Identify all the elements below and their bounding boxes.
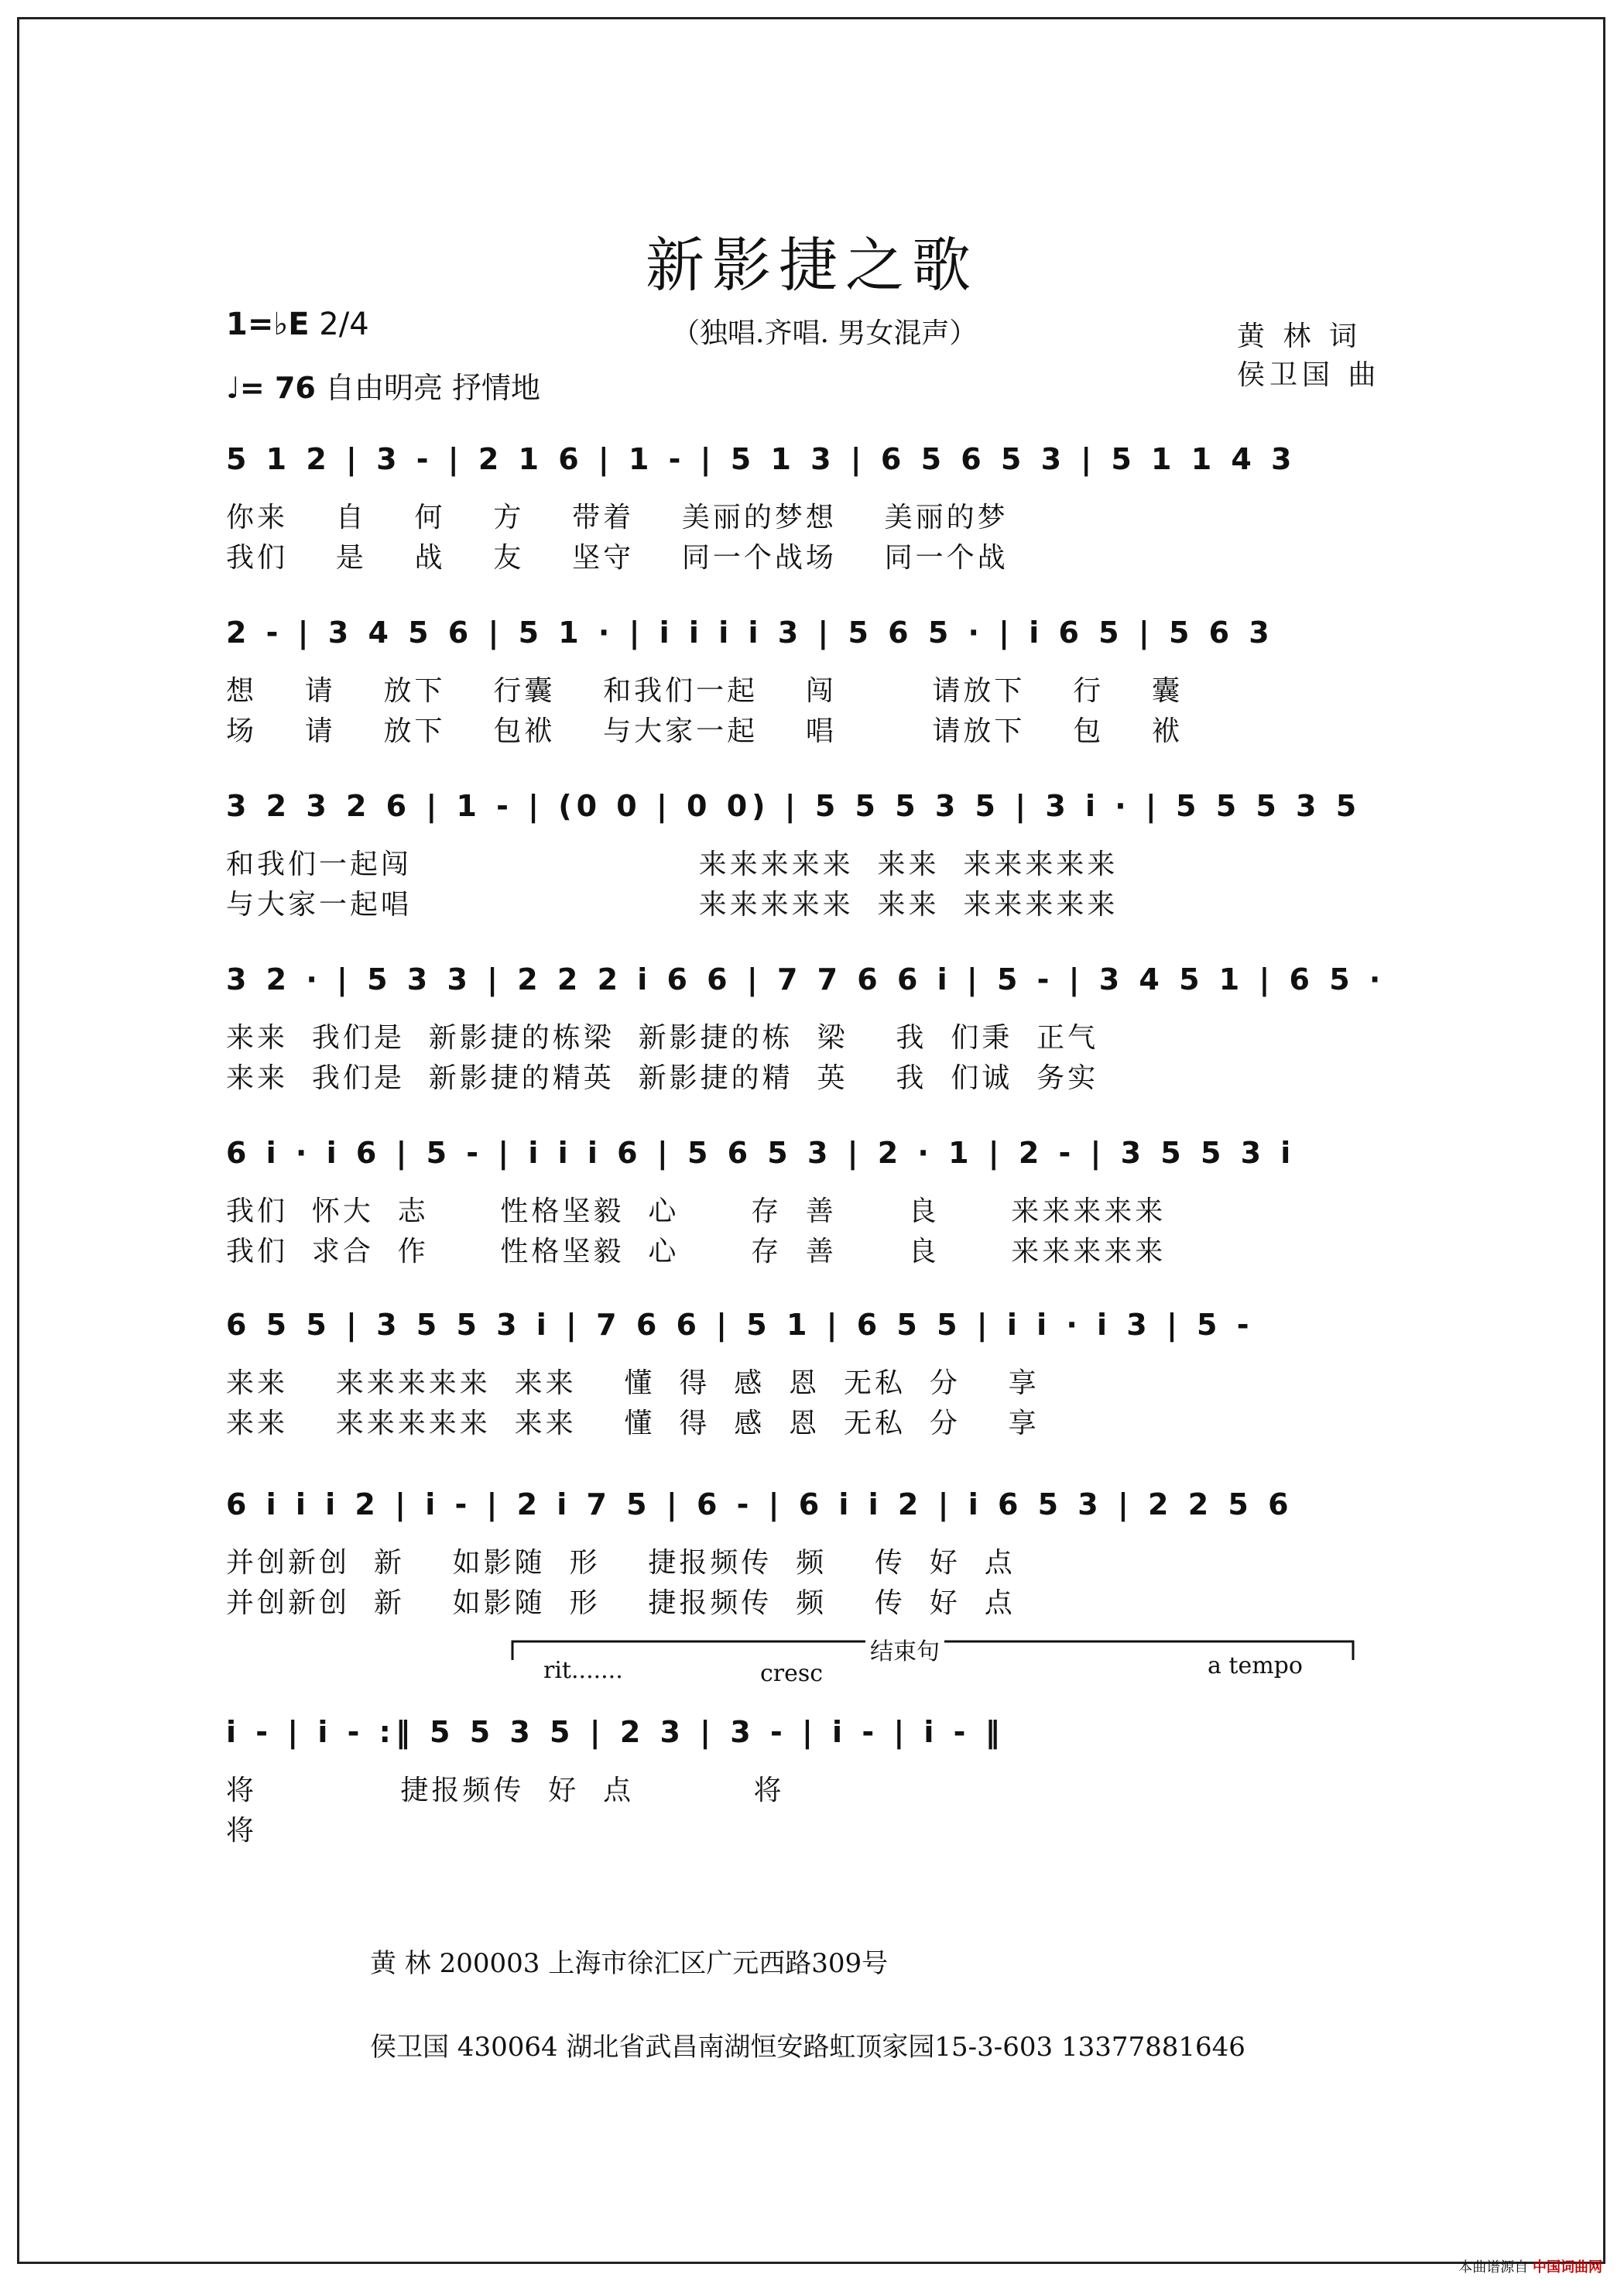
lyrics-verse-2: 场 请 放下 包袱 与大家一起 唱 请放下 包 袱 <box>226 715 1183 747</box>
notation-line: 3 2 · | 5 3 3 | 2 2 2 i 6 6 | 7 7 6 6 i | 5 - | 3 4 5 1 | 6 5 · <box>226 962 1386 996</box>
subtitle: （独唱.齐唱. 男女混声） <box>672 317 978 349</box>
cresc-marking: cresc <box>760 1660 824 1687</box>
lyrics-verse-1: 我们 怀大 志 性格坚毅 心 存 善 良 来来来来来 <box>226 1195 1167 1227</box>
score-system <box>226 1298 1373 1453</box>
lyrics-verse-2: 我们 求合 作 性格坚毅 心 存 善 良 来来来来来 <box>226 1236 1167 1267</box>
lyrics-verse-1: 来来 来来来来来 来来 懂 得 感 恩 无私 分 享 <box>226 1367 1040 1399</box>
lyrics-verse-1: 将 捷报频传 好 点 将 <box>226 1775 785 1806</box>
lyrics-verse-2: 并创新创 新 如影随 形 捷报频传 频 传 好 点 <box>226 1587 1016 1619</box>
footer-address-composer: 侯卫国 430064 湖北省武昌南湖恒安路虹顶家园15-3-603 13377881646 <box>370 2032 1245 2063</box>
lyrics-verse-1: 和我们一起闯 来来来来来 来来 来来来来来 <box>226 849 1119 880</box>
notation-line: 5 1 2 | 3 - | 2 1 6 | 1 - | 5 1 3 | 6 5 6 5 3 | 5 1 1 4 3 <box>226 442 1297 476</box>
lyrics-verse-2: 来来 我们是 新影捷的精英 新影捷的精 英 我 们诚 务实 <box>226 1062 1099 1094</box>
key-signature: 1=♭E 2/4 <box>226 307 369 342</box>
score-system <box>226 605 1373 760</box>
score-system <box>226 952 1386 1107</box>
notation-line: 6 i i i 2 | i - | 2 i 7 5 | 6 - | 6 i i 2 | i 6 5 3 | 2 2 5 6 <box>226 1487 1293 1521</box>
footer-address-lyricist: 黄 林 200003 上海市徐汇区广元西路309号 <box>370 1948 889 1979</box>
lyricist: 黄 林 词 <box>1237 321 1362 352</box>
song-title: 新影捷之歌 <box>646 231 978 300</box>
ending-label: 结束句 <box>865 1632 944 1666</box>
notation-line: 2 - | 3 4 5 6 | 5 1 · | i i i i 3 | 5 6 5 · | i 6 5 | 5 6 3 <box>226 616 1274 650</box>
lyrics-verse-1: 你来 自 何 方 带着 美丽的梦想 美丽的梦 <box>226 502 1009 533</box>
notation-line: i - | i - :‖ 5 5 3 5 | 2 3 | 3 - | i - | i - ‖ <box>226 1715 1005 1749</box>
lyrics-verse-1: 来来 我们是 新影捷的栋梁 新影捷的栋 梁 我 们秉 正气 <box>226 1022 1099 1054</box>
site-name: 中国词曲网 <box>1533 2259 1602 2276</box>
lyrics-verse-2: 来来 来来来来来 来来 懂 得 感 恩 无私 分 享 <box>226 1408 1040 1439</box>
score-system <box>226 1477 1373 1632</box>
score-system <box>226 432 1373 587</box>
lyrics-verse-1: 并创新创 新 如影随 形 捷报频传 频 传 好 点 <box>226 1547 1016 1579</box>
notation-line: 3 2 3 2 6 | 1 - | (0 0 | 0 0) | 5 5 5 3 5 | 3 i · | 5 5 5 3 5 <box>226 789 1362 823</box>
lyrics-verse-2: 我们 是 战 友 坚守 同一个战场 同一个战 <box>226 542 1009 574</box>
source-watermark: 本曲谱源自 中国词曲网 <box>1458 2259 1602 2276</box>
tempo-marking: ♩= 76 自由明亮 抒情地 <box>226 371 541 405</box>
score-system <box>226 779 1373 934</box>
notation-line: 6 5 5 | 3 5 5 3 i | 7 6 6 | 5 1 | 6 5 5 | i i · i 3 | 5 - <box>226 1308 1254 1342</box>
composer: 侯卫国 曲 <box>1237 359 1381 391</box>
rit-marking: rit....... <box>543 1657 623 1684</box>
a-tempo-marking: a tempo <box>1208 1652 1303 1679</box>
lyrics-verse-2: 与大家一起唱 来来来来来 来来 来来来来来 <box>226 889 1119 921</box>
lyrics-verse-1: 想 请 放下 行囊 和我们一起 闯 请放下 行 囊 <box>226 675 1183 707</box>
notation-line: 6 i · i 6 | 5 - | i i i 6 | 5 6 5 3 | 2 · 1 | 2 - | 3 5 5 3 i <box>226 1136 1296 1170</box>
time-signature: 2/4 <box>319 307 369 342</box>
lyrics-verse-2: 将 <box>226 1815 258 1847</box>
expression: 自由明亮 抒情地 <box>324 371 541 405</box>
score-system <box>226 1126 1373 1281</box>
score-system <box>226 1705 1373 1860</box>
